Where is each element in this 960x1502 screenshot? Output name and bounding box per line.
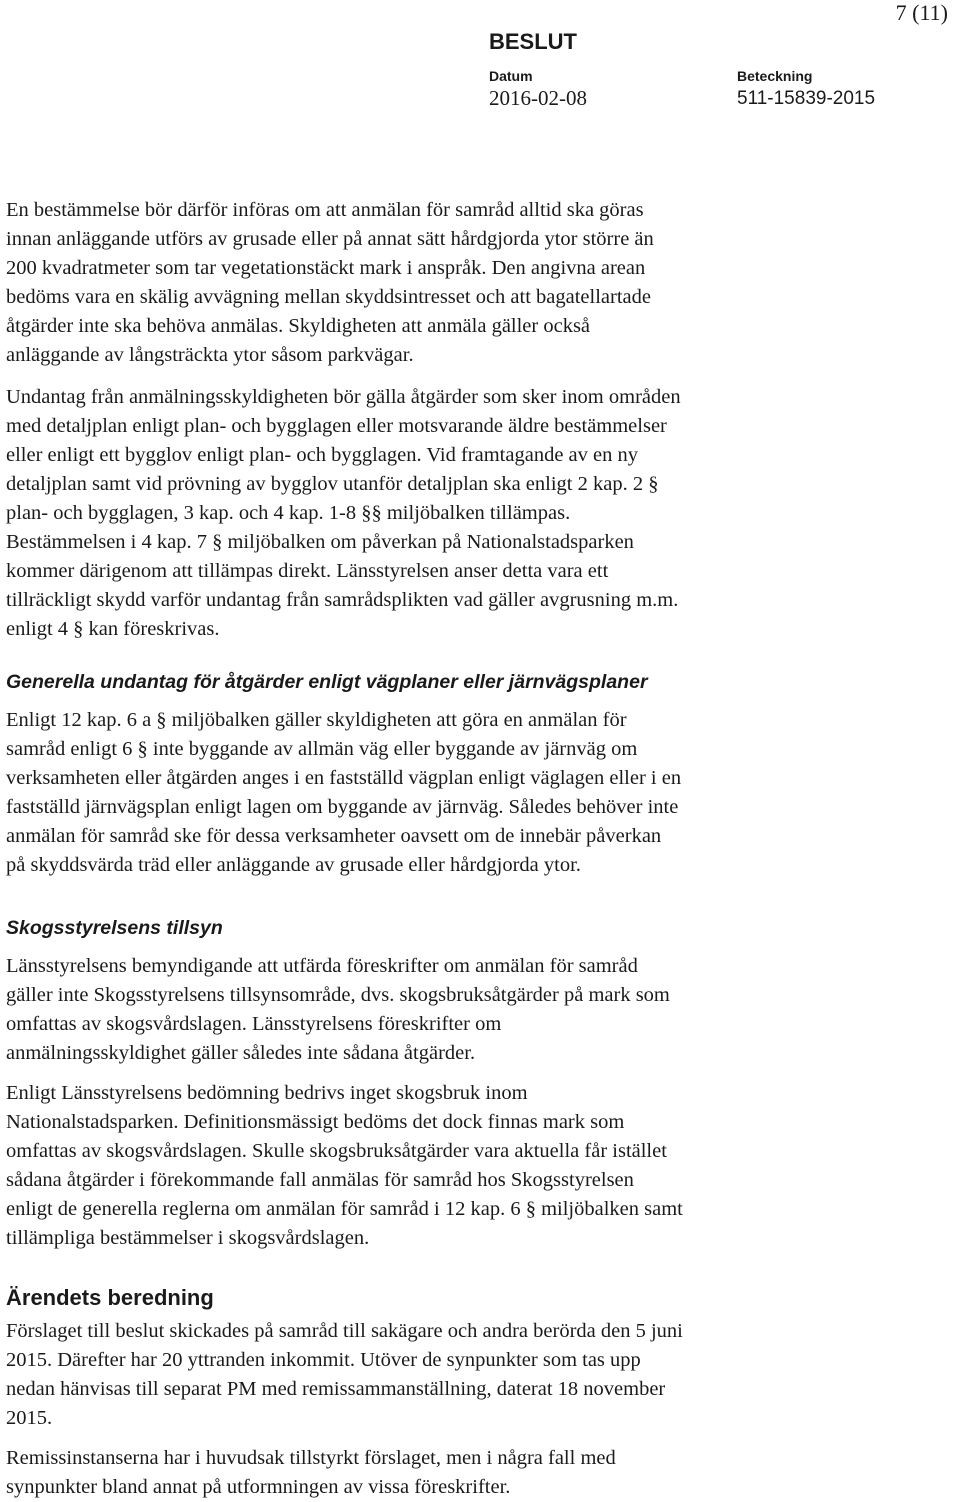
text-line: eller enligt ett bygglov enligt plan- och bygglagen. Vid framtagande av en ny bbox=[6, 444, 638, 466]
text-line: detaljplan samt vid prövning av bygglov utanför detaljplan ska enligt 2 kap. 2 § bbox=[6, 473, 659, 495]
page-number: 7 (11) bbox=[895, 0, 948, 25]
section-heading: Generella undantag för åtgärder enligt vägplaner eller järnvägsplaner bbox=[6, 671, 648, 693]
text-line: 2015. Därefter har 20 yttranden inkommit. Utöver de synpunkter som tas upp bbox=[6, 1349, 641, 1371]
paragraph-samrad-requirement bbox=[6, 196, 954, 370]
text-line: anläggande av långsträckta ytor såsom parkvägar. bbox=[6, 344, 414, 366]
text-line: på skyddsvärda träd eller anläggande av grusade eller hårdgjorda ytor. bbox=[6, 854, 581, 876]
text-line: samråd enligt 6 § inte byggande av allmän väg eller byggande av järnväg om bbox=[6, 738, 638, 760]
text-line: bedöms vara en skälig avvägning mellan skyddsintresset och att bagatellartade bbox=[6, 286, 651, 308]
text-line: omfattas av skogsvårdslagen. Länsstyrelsens föreskrifter om bbox=[6, 1013, 502, 1035]
text-line: kommer därigenom att tillämpas direkt. Länsstyrelsen anser detta vara ett bbox=[6, 560, 609, 582]
text-line: enligt 4 § kan föreskrivas. bbox=[6, 618, 220, 640]
text-line: tillräckligt skydd varför undantag från samrådsplikten vad gäller avgrusning m.m. bbox=[6, 589, 679, 611]
text-line: Förslaget till beslut skickades på samråd till sakägare och andra berörda den 5 juni bbox=[6, 1320, 683, 1342]
paragraph-beredning bbox=[6, 1317, 954, 1433]
text-line: innan anläggande utförs av grusade eller på annat sätt hårdgjorda ytor större än bbox=[6, 228, 654, 250]
date-value: 2016-02-08 bbox=[489, 86, 587, 110]
text-line: synpunkter bland annat på utformningen av vissa föreskrifter. bbox=[6, 1476, 511, 1498]
text-line: Undantag från anmälningsskyldigheten bör gälla åtgärder som sker inom områden bbox=[6, 386, 681, 408]
section-heading: Skogsstyrelsens tillsyn bbox=[6, 917, 223, 939]
date-label: Datum bbox=[489, 68, 533, 84]
paragraph-remissinstanser bbox=[6, 1444, 954, 1502]
text-line: fastställd järnvägsplan enligt lagen om byggande av järnväg. Således behöver inte bbox=[6, 796, 679, 818]
text-line: Bestämmelsen i 4 kap. 7 § miljöbalken om påverkan på Nationalstadsparken bbox=[6, 531, 634, 553]
text-line: tillämpliga bestämmelser i skogsvårdslagen. bbox=[6, 1227, 370, 1249]
document-body bbox=[6, 196, 954, 1502]
reference-value: 511-15839-2015 bbox=[737, 88, 876, 109]
text-line: sådana åtgärder i förekommande fall anmälas för samråd hos Skogsstyrelsen bbox=[6, 1169, 634, 1191]
text-line: nedan hänvisas till separat PM med remissammanställning, daterat 18 november bbox=[6, 1378, 666, 1400]
text-line: Enligt 12 kap. 6 a § miljöbalken gäller skyldigheten att göra en anmälan för bbox=[6, 709, 627, 731]
text-line: med detaljplan enligt plan- och bygglagen eller motsvarande äldre bestämmelser bbox=[6, 415, 667, 437]
paragraph-exemptions bbox=[6, 383, 954, 644]
text-line: Länsstyrelsens bemyndigande att utfärda föreskrifter om anmälan för samråd bbox=[6, 955, 638, 977]
text-line: 200 kvadratmeter som tar vegetationstäckt mark i anspråk. Den angivna arean bbox=[6, 257, 646, 279]
section-heading: Ärendets beredning bbox=[6, 1285, 214, 1310]
text-line: gäller inte Skogsstyrelsens tillsynsområde, dvs. skogsbruksåtgärder på mark som bbox=[6, 984, 670, 1006]
text-line: plan- och bygglagen, 3 kap. och 4 kap. 1-8 §§ miljöbalken tillämpas. bbox=[6, 502, 571, 524]
text-line: En bestämmelse bör därför införas om att anmälan för samråd alltid ska göras bbox=[6, 199, 644, 221]
text-line: anmälningsskyldighet gäller således inte sådana åtgärder. bbox=[6, 1042, 476, 1064]
text-line: 2015. bbox=[6, 1407, 53, 1429]
text-line: Remissinstanserna har i huvudsak tillstyrkt förslaget, men i några fall med bbox=[6, 1447, 616, 1469]
document-type: BESLUT bbox=[489, 29, 577, 54]
paragraph-vagplaner bbox=[6, 706, 954, 880]
reference-label: Beteckning bbox=[737, 68, 813, 84]
text-line: anmälan för samråd ske för dessa verksamheter oavsett om de innebär påverkan bbox=[6, 825, 662, 847]
text-line: Enligt Länsstyrelsens bedömning bedrivs inget skogsbruk inom bbox=[6, 1082, 528, 1104]
text-line: omfattas av skogsvårdslagen. Skulle skogsbruksåtgärder vara aktuella får istället bbox=[6, 1140, 667, 1162]
paragraph-skogsstyrelsen bbox=[6, 952, 954, 1068]
paragraph-skogsbruk bbox=[6, 1079, 954, 1253]
text-line: åtgärder inte ska behöva anmälas. Skyldigheten att anmäla gäller också bbox=[6, 315, 591, 337]
text-line: enligt de generella reglerna om anmälan för samråd i 12 kap. 6 § miljöbalken samt bbox=[6, 1198, 683, 1220]
text-line: Nationalstadsparken. Definitionsmässigt bedöms det dock finnas mark som bbox=[6, 1111, 625, 1133]
text-line: verksamheten eller åtgärden anges i en fastställd vägplan enligt väglagen eller i en bbox=[6, 767, 682, 789]
